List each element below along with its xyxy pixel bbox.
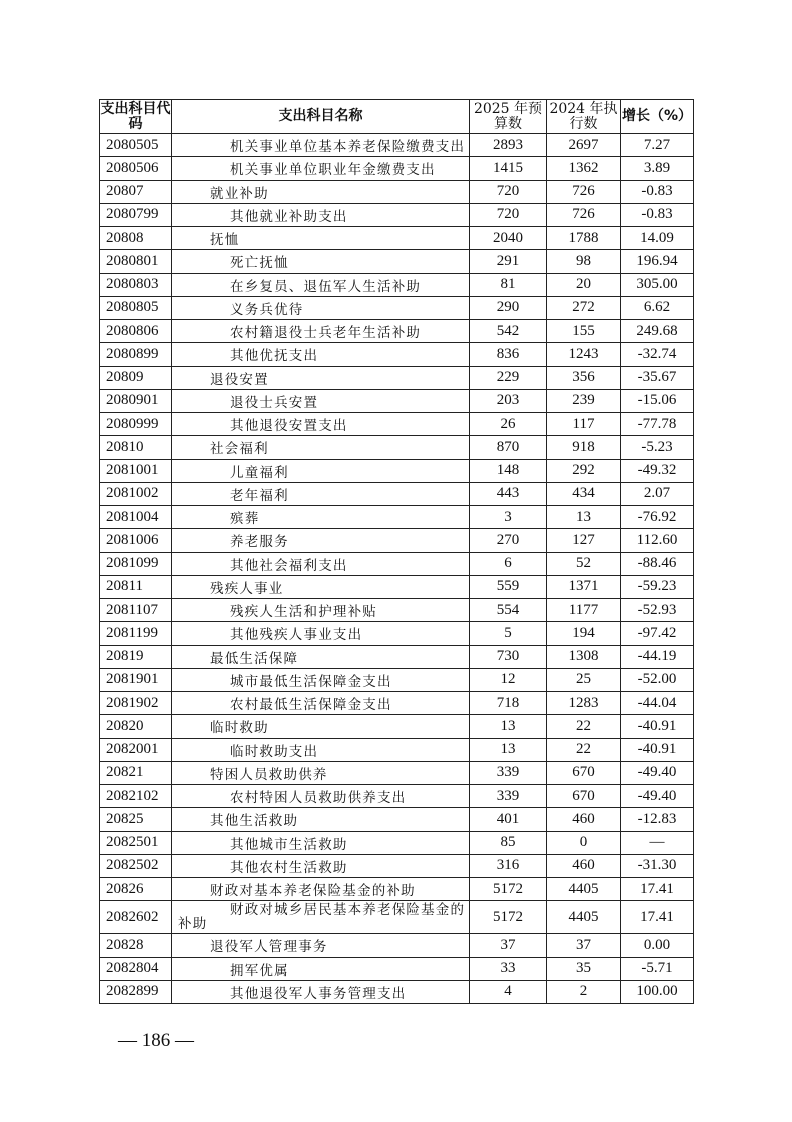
cell-budget-2025: 870 <box>470 436 547 459</box>
cell-budget-2025: 85 <box>470 831 547 854</box>
cell-budget-2025: 443 <box>470 482 547 505</box>
table-row <box>100 599 694 622</box>
cell-code: 2080506 <box>100 157 172 180</box>
table-row <box>100 761 694 784</box>
cell-growth: -49.40 <box>621 785 694 808</box>
cell-growth: — <box>621 831 694 854</box>
cell-growth: -5.23 <box>621 436 694 459</box>
header-code: 支出科目代码 <box>100 100 171 132</box>
cell-name: 社会福利 <box>172 436 470 459</box>
cell-budget-2025: 33 <box>470 957 547 980</box>
cell-code: 2080999 <box>100 413 172 436</box>
table-row <box>100 854 694 877</box>
cell-growth: -52.00 <box>621 668 694 691</box>
cell-code: 2081902 <box>100 692 172 715</box>
cell-growth: 100.00 <box>621 980 694 1003</box>
cell-actual-2024: 25 <box>547 668 621 691</box>
cell-growth: 196.94 <box>621 250 694 273</box>
cell-growth: -31.30 <box>621 854 694 877</box>
cell-budget-2025: 836 <box>470 343 547 366</box>
cell-budget-2025: 37 <box>470 934 547 957</box>
cell-budget-2025: 559 <box>470 575 547 598</box>
cell-name: 其他优抚支出 <box>172 343 470 366</box>
cell-actual-2024: 52 <box>547 552 621 575</box>
cell-budget-2025: 203 <box>470 389 547 412</box>
cell-code: 2082804 <box>100 957 172 980</box>
cell-actual-2024: 4405 <box>547 901 621 934</box>
cell-name: 农村籍退役士兵老年生活补助 <box>172 320 470 343</box>
cell-code: 20821 <box>100 761 172 784</box>
cell-growth: -88.46 <box>621 552 694 575</box>
cell-code: 2082502 <box>100 854 172 877</box>
table-row <box>100 157 694 180</box>
cell-budget-2025: 339 <box>470 785 547 808</box>
cell-name: 城市最低生活保障金支出 <box>172 668 470 691</box>
cell-code: 20820 <box>100 715 172 738</box>
cell-growth: -0.83 <box>621 180 694 203</box>
table-row <box>100 831 694 854</box>
cell-growth: -97.42 <box>621 622 694 645</box>
cell-name: 财政对城乡居民基本养老保险基金的补助 <box>172 901 470 934</box>
cell-name: 死亡抚恤 <box>172 250 470 273</box>
cell-name: 养老服务 <box>172 529 470 552</box>
cell-actual-2024: 117 <box>547 413 621 436</box>
cell-budget-2025: 339 <box>470 761 547 784</box>
cell-growth: 17.41 <box>621 901 694 934</box>
table-row <box>100 366 694 389</box>
cell-growth: 6.62 <box>621 296 694 319</box>
cell-budget-2025: 5172 <box>470 878 547 901</box>
table-body <box>100 134 694 1004</box>
cell-budget-2025: 718 <box>470 692 547 715</box>
cell-name: 老年福利 <box>172 482 470 505</box>
cell-code: 2082102 <box>100 785 172 808</box>
table-row <box>100 296 694 319</box>
cell-actual-2024: 434 <box>547 482 621 505</box>
cell-budget-2025: 12 <box>470 668 547 691</box>
cell-actual-2024: 13 <box>547 506 621 529</box>
table-row <box>100 343 694 366</box>
cell-growth: 7.27 <box>621 134 694 157</box>
cell-growth: -40.91 <box>621 738 694 761</box>
cell-name: 机关事业单位职业年金缴费支出 <box>172 157 470 180</box>
cell-growth: -0.83 <box>621 203 694 226</box>
cell-code: 20807 <box>100 180 172 203</box>
cell-actual-2024: 37 <box>547 934 621 957</box>
cell-budget-2025: 148 <box>470 459 547 482</box>
cell-growth: -44.19 <box>621 645 694 668</box>
cell-code: 2080803 <box>100 273 172 296</box>
table-row <box>100 980 694 1003</box>
cell-actual-2024: 1788 <box>547 227 621 250</box>
cell-budget-2025: 316 <box>470 854 547 877</box>
cell-name: 其他就业补助支出 <box>172 203 470 226</box>
cell-code: 20828 <box>100 934 172 957</box>
header-growth: 增长（%） <box>621 100 694 134</box>
header-budget-2025: 2025 年预算数 <box>470 100 547 134</box>
cell-growth: -5.71 <box>621 957 694 980</box>
table-row <box>100 878 694 901</box>
cell-name: 残疾人事业 <box>172 575 470 598</box>
cell-growth: 305.00 <box>621 273 694 296</box>
table-row <box>100 552 694 575</box>
cell-budget-2025: 401 <box>470 808 547 831</box>
table-row <box>100 622 694 645</box>
cell-growth: -49.40 <box>621 761 694 784</box>
cell-code: 2081199 <box>100 622 172 645</box>
cell-growth: -76.92 <box>621 506 694 529</box>
cell-actual-2024: 356 <box>547 366 621 389</box>
cell-growth: -40.91 <box>621 715 694 738</box>
table-row <box>100 389 694 412</box>
cell-growth: 2.07 <box>621 482 694 505</box>
cell-growth: -77.78 <box>621 413 694 436</box>
cell-code: 20819 <box>100 645 172 668</box>
cell-actual-2024: 2 <box>547 980 621 1003</box>
table-row <box>100 250 694 273</box>
cell-name: 退役军人管理事务 <box>172 934 470 957</box>
cell-budget-2025: 229 <box>470 366 547 389</box>
cell-actual-2024: 1308 <box>547 645 621 668</box>
cell-code: 20826 <box>100 878 172 901</box>
cell-actual-2024: 1362 <box>547 157 621 180</box>
cell-growth: 249.68 <box>621 320 694 343</box>
cell-name: 义务兵优待 <box>172 296 470 319</box>
table-row <box>100 645 694 668</box>
cell-name: 儿童福利 <box>172 459 470 482</box>
cell-code: 2081002 <box>100 482 172 505</box>
cell-growth: 17.41 <box>621 878 694 901</box>
cell-actual-2024: 22 <box>547 738 621 761</box>
table-row <box>100 134 694 157</box>
cell-budget-2025: 5 <box>470 622 547 645</box>
cell-growth: -35.67 <box>621 366 694 389</box>
cell-code: 20809 <box>100 366 172 389</box>
cell-budget-2025: 554 <box>470 599 547 622</box>
cell-growth: -44.04 <box>621 692 694 715</box>
table-row <box>100 506 694 529</box>
cell-code: 2081001 <box>100 459 172 482</box>
cell-budget-2025: 5172 <box>470 901 547 934</box>
cell-code: 2081004 <box>100 506 172 529</box>
cell-name: 农村特困人员救助供养支出 <box>172 785 470 808</box>
cell-actual-2024: 1283 <box>547 692 621 715</box>
cell-name: 就业补助 <box>172 180 470 203</box>
table-row <box>100 808 694 831</box>
cell-name: 拥军优属 <box>172 957 470 980</box>
table-row <box>100 459 694 482</box>
cell-growth: 14.09 <box>621 227 694 250</box>
table-row <box>100 901 694 934</box>
cell-name: 抚恤 <box>172 227 470 250</box>
cell-growth: 0.00 <box>621 934 694 957</box>
cell-actual-2024: 460 <box>547 854 621 877</box>
cell-code: 2080799 <box>100 203 172 226</box>
cell-actual-2024: 98 <box>547 250 621 273</box>
cell-name: 其他城市生活救助 <box>172 831 470 854</box>
cell-code: 2080899 <box>100 343 172 366</box>
cell-actual-2024: 460 <box>547 808 621 831</box>
cell-name: 残疾人生活和护理补贴 <box>172 599 470 622</box>
cell-name: 其他退役安置支出 <box>172 413 470 436</box>
cell-name: 临时救助支出 <box>172 738 470 761</box>
table-row <box>100 575 694 598</box>
cell-code: 2082001 <box>100 738 172 761</box>
table-row <box>100 738 694 761</box>
table-row <box>100 957 694 980</box>
cell-actual-2024: 272 <box>547 296 621 319</box>
table-row <box>100 203 694 226</box>
cell-code: 2082899 <box>100 980 172 1003</box>
cell-actual-2024: 127 <box>547 529 621 552</box>
cell-name: 其他残疾人事业支出 <box>172 622 470 645</box>
cell-actual-2024: 918 <box>547 436 621 459</box>
table-row <box>100 320 694 343</box>
cell-budget-2025: 2040 <box>470 227 547 250</box>
cell-code: 2082602 <box>100 901 172 934</box>
cell-code: 2081901 <box>100 668 172 691</box>
table-row <box>100 273 694 296</box>
cell-code: 2082501 <box>100 831 172 854</box>
cell-budget-2025: 730 <box>470 645 547 668</box>
cell-growth: -49.32 <box>621 459 694 482</box>
cell-code: 2080801 <box>100 250 172 273</box>
cell-name: 其他生活救助 <box>172 808 470 831</box>
cell-name: 特困人员救助供养 <box>172 761 470 784</box>
table-row <box>100 529 694 552</box>
table-row <box>100 413 694 436</box>
cell-growth: -12.83 <box>621 808 694 831</box>
cell-growth: -52.93 <box>621 599 694 622</box>
cell-budget-2025: 291 <box>470 250 547 273</box>
cell-name: 最低生活保障 <box>172 645 470 668</box>
cell-growth: 112.60 <box>621 529 694 552</box>
cell-budget-2025: 26 <box>470 413 547 436</box>
cell-budget-2025: 6 <box>470 552 547 575</box>
cell-budget-2025: 1415 <box>470 157 547 180</box>
table-row <box>100 436 694 459</box>
cell-actual-2024: 155 <box>547 320 621 343</box>
cell-name: 其他退役军人事务管理支出 <box>172 980 470 1003</box>
cell-actual-2024: 20 <box>547 273 621 296</box>
cell-name: 机关事业单位基本养老保险缴费支出 <box>172 134 470 157</box>
cell-name: 其他农村生活救助 <box>172 854 470 877</box>
table-row <box>100 227 694 250</box>
cell-actual-2024: 1243 <box>547 343 621 366</box>
table-row <box>100 934 694 957</box>
cell-budget-2025: 290 <box>470 296 547 319</box>
cell-name: 财政对基本养老保险基金的补助 <box>172 878 470 901</box>
cell-actual-2024: 2697 <box>547 134 621 157</box>
cell-actual-2024: 4405 <box>547 878 621 901</box>
cell-name: 其他社会福利支出 <box>172 552 470 575</box>
cell-growth: -15.06 <box>621 389 694 412</box>
cell-budget-2025: 13 <box>470 738 547 761</box>
cell-name: 在乡复员、退伍军人生活补助 <box>172 273 470 296</box>
cell-actual-2024: 292 <box>547 459 621 482</box>
cell-actual-2024: 1371 <box>547 575 621 598</box>
cell-budget-2025: 81 <box>470 273 547 296</box>
cell-code: 2080901 <box>100 389 172 412</box>
page-number: — 186 — <box>118 1030 194 1051</box>
cell-code: 2081107 <box>100 599 172 622</box>
cell-budget-2025: 4 <box>470 980 547 1003</box>
cell-code: 20808 <box>100 227 172 250</box>
cell-actual-2024: 194 <box>547 622 621 645</box>
table-row <box>100 180 694 203</box>
cell-name: 退役安置 <box>172 366 470 389</box>
cell-code: 20810 <box>100 436 172 459</box>
cell-budget-2025: 542 <box>470 320 547 343</box>
table-row <box>100 785 694 808</box>
cell-name: 农村最低生活保障金支出 <box>172 692 470 715</box>
cell-budget-2025: 720 <box>470 203 547 226</box>
cell-actual-2024: 670 <box>547 785 621 808</box>
header-name: 支出科目名称 <box>172 100 470 134</box>
cell-budget-2025: 270 <box>470 529 547 552</box>
cell-name: 临时救助 <box>172 715 470 738</box>
table-row <box>100 692 694 715</box>
table-row <box>100 715 694 738</box>
cell-name: 退役士兵安置 <box>172 389 470 412</box>
header-actual-2024: 2024 年执行数 <box>547 100 621 134</box>
cell-budget-2025: 13 <box>470 715 547 738</box>
cell-actual-2024: 1177 <box>547 599 621 622</box>
table-header-row <box>100 100 694 134</box>
cell-budget-2025: 2893 <box>470 134 547 157</box>
cell-code: 2080505 <box>100 134 172 157</box>
cell-actual-2024: 670 <box>547 761 621 784</box>
table-row <box>100 668 694 691</box>
cell-actual-2024: 726 <box>547 180 621 203</box>
cell-actual-2024: 0 <box>547 831 621 854</box>
expenditure-table <box>99 99 694 1004</box>
cell-growth: -59.23 <box>621 575 694 598</box>
cell-actual-2024: 35 <box>547 957 621 980</box>
cell-actual-2024: 22 <box>547 715 621 738</box>
cell-actual-2024: 726 <box>547 203 621 226</box>
cell-code: 2080806 <box>100 320 172 343</box>
table-row <box>100 482 694 505</box>
cell-code: 2081006 <box>100 529 172 552</box>
cell-code: 20825 <box>100 808 172 831</box>
cell-name: 殡葬 <box>172 506 470 529</box>
cell-budget-2025: 720 <box>470 180 547 203</box>
cell-budget-2025: 3 <box>470 506 547 529</box>
cell-growth: -32.74 <box>621 343 694 366</box>
cell-code: 20811 <box>100 575 172 598</box>
cell-code: 2080805 <box>100 296 172 319</box>
cell-actual-2024: 239 <box>547 389 621 412</box>
cell-growth: 3.89 <box>621 157 694 180</box>
cell-code: 2081099 <box>100 552 172 575</box>
